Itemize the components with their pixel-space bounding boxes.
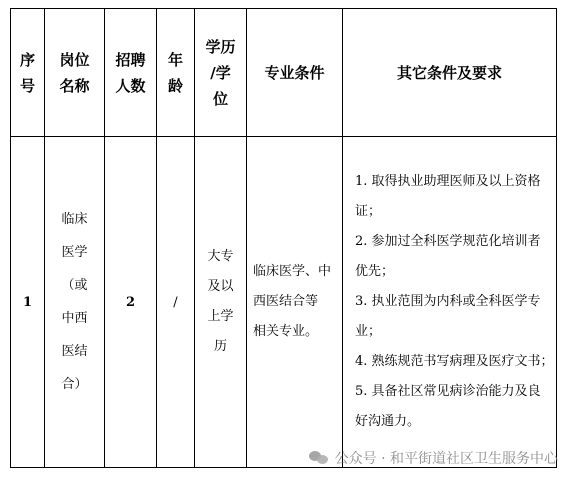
header-seq: 序 号 [11,9,45,137]
requirement-line: 3. 执业范围为内科或全科医学专 [355,294,541,309]
header-row [11,9,557,137]
cell-seq: 1 [11,137,45,468]
cell-requirements [343,137,557,468]
recruitment-table [10,8,557,468]
header-major: 专业条件 [247,9,343,137]
requirement-line: 优先； [355,264,395,279]
requirement-line: 证； [355,204,382,219]
requirement-line: 好沟通力。 [355,414,421,429]
header-other: 其它条件及要求 [343,9,557,137]
cell-count: 2 [105,137,157,468]
requirement-line: 业； [355,324,382,339]
cell-position: 临床 医学 （或 中西 医结 合） [45,137,105,468]
header-education: 学历 /学 位 [195,9,247,137]
table-row [11,137,557,468]
wechat-icon [309,450,329,466]
header-count: 招聘 人数 [105,9,157,137]
requirement-line: 5. 具备社区常见病诊治能力及良 [355,384,541,399]
cell-age: / [157,137,195,468]
cell-education: 大专 及以 上学 历 [195,137,247,468]
watermark [309,447,558,469]
header-age: 年 龄 [157,9,195,137]
cell-major: 临床医学、中 西医结合等 相关专业。 [247,137,343,468]
requirement-line: 2. 参加过全科医学规范化培训者 [355,234,541,249]
requirement-line: 4. 熟练规范书写病理及医疗文书； [355,354,554,369]
watermark-text: 公众号 · 和平街道社区卫生服务中心 [334,451,558,467]
header-position: 岗位 名称 [45,9,105,137]
requirement-line: 1. 取得执业助理医师及以上资格 [355,174,541,189]
